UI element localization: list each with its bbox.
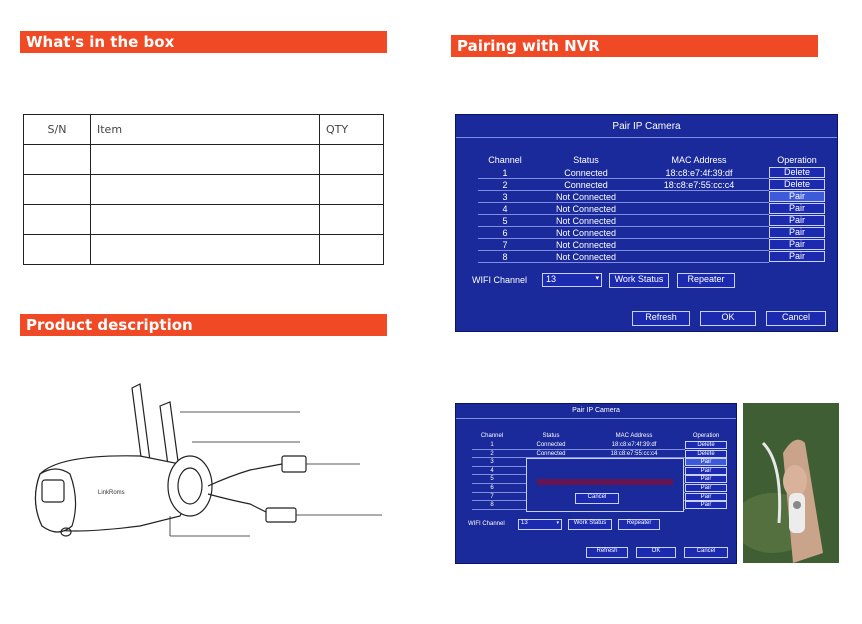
product-section-title: Product description (20, 314, 387, 336)
hand-pressing-camera-button-photo (743, 403, 839, 563)
wifi-channel-value: 13 (546, 274, 557, 284)
header-sn: S/N (24, 115, 91, 145)
work-status-button[interactable]: Work Status (609, 273, 669, 288)
row-channel: 1 (490, 442, 494, 448)
work-status-button[interactable]: Work Status (568, 519, 612, 530)
row-channel: 3 (490, 459, 494, 466)
col-channel: Channel (488, 155, 522, 165)
cell (320, 145, 384, 175)
camera-diagram (20, 376, 390, 566)
photo-illustration (743, 403, 839, 563)
row-channel: 4 (502, 204, 508, 214)
row-operation-button[interactable]: Pair (685, 475, 727, 483)
row-channel: 4 (490, 467, 494, 474)
wifi-channel-select[interactable] (518, 519, 562, 530)
cell (24, 175, 91, 205)
row-operation-button[interactable]: Pair (769, 227, 825, 238)
cell (320, 205, 384, 235)
cancel-button[interactable]: Cancel (684, 547, 728, 558)
row-channel: 7 (502, 240, 508, 250)
refresh-button[interactable]: Refresh (586, 547, 628, 558)
popup-message-bar (537, 479, 673, 485)
pairing-section-title: Pairing with NVR (451, 35, 818, 57)
cell (91, 145, 320, 175)
row-status: Not Connected (555, 228, 617, 238)
col-operation: Operation (692, 433, 720, 439)
dialog-title: Pair IP Camera (572, 407, 620, 414)
col-mac: MAC Address (615, 433, 653, 439)
row-status: Not Connected (555, 204, 617, 214)
table-row (24, 235, 384, 265)
cell (24, 145, 91, 175)
row-mac: 18:c8:e7:4f:39:df (611, 442, 657, 448)
col-channel: Channel (480, 433, 504, 439)
cell (91, 235, 320, 265)
pairing-popup (526, 458, 684, 512)
wifi-channel-value: 13 (521, 520, 528, 526)
table-header-row (24, 115, 384, 145)
pair-ip-camera-dialog-2 (455, 403, 737, 564)
row-status: Not Connected (555, 216, 617, 226)
row-channel: 2 (502, 180, 508, 190)
ok-button[interactable]: OK (636, 547, 676, 558)
row-operation-button[interactable]: Pair (769, 215, 825, 226)
table-row (24, 205, 384, 235)
popup-cancel-button[interactable]: Cancel (575, 493, 619, 504)
col-status: Status (542, 433, 560, 439)
row-channel: 8 (502, 252, 508, 262)
refresh-button[interactable]: Refresh (632, 311, 690, 326)
row-operation-button[interactable]: Pair (685, 493, 727, 501)
table-row (24, 145, 384, 175)
row-operation-button[interactable]: Pair (685, 484, 727, 492)
col-mac: MAC Address (671, 155, 727, 165)
row-operation-button[interactable]: Delete (769, 179, 825, 190)
cell (320, 175, 384, 205)
row-operation-button[interactable]: Pair (685, 501, 727, 509)
wifi-channel-label: WIFI Channel (472, 275, 528, 285)
pair-ip-camera-dialog (455, 114, 838, 332)
row-status: Not Connected (555, 252, 617, 262)
cell (24, 235, 91, 265)
row-mac: 18:c8:e7:4f:39:df (665, 168, 733, 178)
dialog-title: Pair IP Camera (612, 121, 681, 132)
row-status: Connected (564, 180, 608, 190)
row-operation-button[interactable]: Pair (685, 458, 727, 466)
row-channel: 6 (502, 228, 508, 238)
wifi-channel-label: WIFI Channel (468, 521, 505, 527)
row-operation-button[interactable]: Delete (769, 167, 825, 178)
row-channel: 5 (502, 216, 508, 226)
row-status: Connected (564, 168, 608, 178)
row-operation-button[interactable]: Delete (685, 450, 727, 458)
cancel-button[interactable]: Cancel (766, 311, 826, 326)
row-mac: 18:c8:e7:55:cc:c4 (663, 180, 735, 190)
row-operation-button[interactable]: Pair (769, 203, 825, 214)
ok-button[interactable]: OK (700, 311, 756, 326)
row-channel: 6 (490, 485, 494, 491)
col-status: Status (573, 155, 599, 165)
row-operation-button[interactable]: Pair (685, 467, 727, 475)
col-operation: Operation (777, 155, 817, 165)
cell (91, 175, 320, 205)
table-row (24, 175, 384, 205)
row-status: Connected (536, 450, 566, 457)
cell (24, 205, 91, 235)
header-qty: QTY (320, 115, 384, 145)
cell (91, 205, 320, 235)
dropdown-arrow-icon: ▾ (595, 275, 599, 282)
header-item: Item (91, 115, 320, 145)
row-status: Connected (536, 442, 566, 448)
row-channel: 5 (490, 476, 494, 483)
cell (320, 235, 384, 265)
wifi-channel-select[interactable] (542, 273, 602, 287)
row-mac: 18:c8:e7:55:cc:c4 (610, 450, 658, 457)
row-channel: 2 (490, 450, 494, 457)
row-channel: 1 (502, 168, 508, 178)
row-channel: 8 (490, 502, 494, 509)
dropdown-arrow-icon: ▾ (556, 520, 559, 526)
box-contents-table (23, 114, 384, 265)
repeater-button[interactable]: Repeater (677, 273, 735, 288)
row-channel: 3 (502, 192, 508, 202)
repeater-button[interactable]: Repeater (618, 519, 660, 530)
row-operation-button[interactable]: Delete (685, 441, 727, 449)
row-operation-button[interactable]: Pair (769, 251, 825, 262)
camera-brand-label: LinkRoms (98, 490, 125, 496)
row-operation-button[interactable]: Pair (769, 239, 825, 250)
row-channel: 7 (490, 493, 494, 500)
box-section-title: What's in the box (20, 31, 387, 53)
row-operation-button[interactable]: Pair (769, 191, 825, 202)
row-status: Not Connected (555, 192, 617, 202)
row-status: Not Connected (555, 240, 617, 250)
